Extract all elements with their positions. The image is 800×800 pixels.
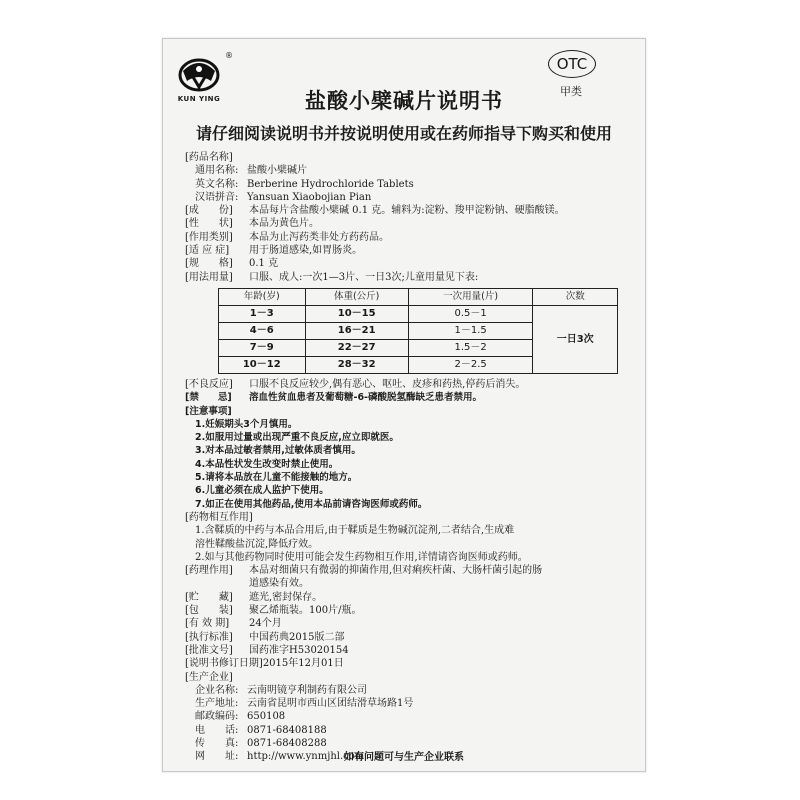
contraindication-text: 溶血性贫血患者及葡萄糖-6-磷酸脱氢酶缺乏患者禁用。 [249, 392, 482, 404]
spec-label: [规 格] [185, 258, 233, 270]
leaflet-sheet [162, 38, 646, 772]
category-text: 本品为止泻药类非处方药药品。 [249, 231, 389, 243]
page-title: 盐酸小檗碱片说明书 [305, 89, 503, 113]
manufacturer-fax: 0871-68408288 [247, 737, 327, 749]
appearance-text: 本品为黄色片。 [249, 218, 319, 230]
standard-row [185, 631, 625, 644]
indication-row [185, 244, 625, 257]
storage-text: 遮光,密封保存。 [249, 591, 323, 603]
common-name-label: 通用名称: [195, 165, 239, 177]
pinyin-row [185, 191, 625, 204]
usage-text: 口服、成人:一次1—3片、一日3次;儿童用量见下表: [249, 271, 479, 283]
interaction-line: 溶性鞣酸盐沉淀,降低疗效。 [195, 538, 319, 550]
english-name-row [185, 178, 625, 191]
category-label: [作用类别] [185, 231, 233, 243]
precaution-item: 3.对本品过敏者禁用,过敏体质者慎用。 [195, 445, 361, 457]
validity-row [185, 617, 625, 630]
category-row [185, 231, 625, 244]
appearance-row [185, 217, 625, 230]
manufacturer-fax-label: 传 真: [195, 737, 239, 749]
precaution-item: 6.儿童必须在成人监护下使用。 [195, 485, 329, 497]
revision-text: 2015年12月01日 [262, 658, 344, 670]
dose-amount-cell: 2－2.5 [408, 356, 533, 373]
manufacturer-phone: 0871-68408188 [247, 724, 327, 736]
registered-mark: ® [225, 51, 233, 60]
manufacturer-name-row [185, 684, 625, 697]
section-heading-manufacturer: [生产企业] [185, 671, 233, 683]
ingredients-label: [成 份] [185, 205, 233, 217]
manufacturer-address-label: 生产地址: [195, 698, 239, 710]
contraindication-label: [禁 忌] [185, 392, 232, 404]
spec-text: 0.1 克 [249, 258, 279, 270]
approval-label: [批准文号] [185, 644, 233, 656]
manufacturer-postcode-label: 邮政编码: [195, 711, 239, 723]
adverse-label: [不良反应] [185, 378, 233, 390]
approval-row [185, 644, 625, 657]
package-text: 聚乙烯瓶装。100片/瓶。 [249, 605, 362, 617]
manufacturer-web-label: 网 址: [195, 751, 239, 763]
manufacturer-postcode: 650108 [247, 711, 286, 723]
dose-weight-cell: 22－27 [305, 339, 408, 356]
adverse-text: 口服不良反应较少,偶有恶心、呕吐、皮疹和药热,停药后消失。 [249, 378, 526, 390]
dose-amount-cell: 1.5－2 [408, 339, 533, 356]
indication-text: 用于肠道感染,如胃肠炎。 [249, 245, 363, 257]
interaction-line: 1.含鞣质的中药与本品合用后,由于鞣质是生物碱沉淀剂,二者结合,生成难 [195, 525, 515, 537]
ingredients-text: 本品每片含盐酸小檗碱 0.1 克。辅料为:淀粉、羧甲淀粉钠、硬脂酸镁。 [249, 205, 565, 217]
section-heading-drug-name: [药品名称] [185, 152, 233, 163]
pharmacology-row [185, 564, 625, 577]
manufacturer-phone-label: 电 话: [195, 724, 239, 736]
dose-table-header-row [219, 288, 618, 305]
ingredients-row [185, 204, 625, 217]
storage-row [185, 591, 625, 604]
english-name-label: 英文名称: [195, 178, 239, 190]
dose-amount-cell: 1－1.5 [408, 322, 533, 339]
common-name-value: 盐酸小檗碱片 [247, 165, 307, 177]
revision-label: [说明书修订日期] [185, 658, 263, 670]
precaution-item: 2.如服用过量或出现严重不良反应,应立即就医。 [195, 432, 399, 444]
footer-note: 如有问题可与生产企业联系 [344, 752, 464, 763]
dose-age-cell: 4－6 [219, 322, 306, 339]
pinyin-label: 汉语拼音: [195, 191, 239, 203]
standard-label: [执行标准] [185, 631, 233, 643]
manufacturer-address-row [185, 697, 625, 710]
otc-class-label: 甲类 [560, 85, 582, 98]
dose-age-cell: 7－9 [219, 339, 306, 356]
usage-label: [用法用量] [185, 271, 233, 283]
manufacturer-name-label: 企业名称: [195, 684, 239, 696]
package-row [185, 604, 625, 617]
section-heading-interactions: [药物相互作用] [185, 511, 253, 523]
revision-row [185, 657, 625, 670]
manufacturer-address: 云南省昆明市西山区团结滑草场路1号 [247, 698, 414, 710]
english-name-value: Berberine Hydrochloride Tablets [247, 178, 414, 190]
pinyin-value: Yansuan Xiaobojian Pian [247, 191, 372, 203]
dose-frequency-cell: 一日3次 [533, 305, 618, 373]
pharmacology-text-cont: 道感染有效。 [249, 578, 309, 590]
validity-text: 24个月 [249, 618, 282, 630]
dose-age-cell: 1－3 [219, 305, 306, 322]
dose-weight-cell: 16－21 [305, 322, 408, 339]
manufacturer-phone-row [185, 724, 625, 737]
dose-table-header: 一次用量(片) [408, 288, 533, 305]
otc-badge: OTC [548, 50, 596, 78]
manufacturer-postcode-row [185, 710, 625, 723]
dose-amount-cell: 0.5－1 [408, 305, 533, 322]
standard-text: 中国药典2015版二部 [249, 631, 345, 643]
leaflet-content [185, 151, 625, 764]
dose-table-header: 体重(公斤) [305, 288, 408, 305]
section-heading-precautions: [注意事项] [185, 405, 232, 417]
dose-weight-cell: 28－32 [305, 356, 408, 373]
manufacturer-name: 云南明镜亨利制药有限公司 [247, 684, 367, 696]
dose-table-row [219, 305, 618, 322]
manufacturer-web: http://www.ynmjhl.com [247, 751, 365, 763]
pharmacology-label: [药理作用] [185, 565, 233, 577]
precaution-item: 7.如正在使用其他药品,使用本品前请咨询医师或药师。 [195, 498, 428, 510]
storage-label: [贮 藏] [185, 591, 233, 603]
precaution-item: 4.本品性状发生改变时禁止使用。 [195, 458, 339, 470]
interaction-line: 2.如与其他药物同时使用可能会发生药物相互作用,详情请咨询医师或药师。 [195, 551, 528, 563]
logo-text: KUN YING [177, 95, 221, 103]
adverse-row [185, 378, 625, 391]
spec-row [185, 257, 625, 270]
approval-text: 国药准字H53020154 [249, 644, 349, 656]
dose-table-header: 年龄(岁) [219, 288, 306, 305]
dose-weight-cell: 10－15 [305, 305, 408, 322]
dose-age-cell: 10－12 [219, 356, 306, 373]
usage-row [185, 271, 625, 284]
indication-label: [适 应 症] [185, 245, 230, 257]
appearance-label: [性 状] [185, 218, 233, 230]
precaution-item: 5.请将本品放在儿童不能接触的地方。 [195, 472, 358, 484]
validity-label: [有 效 期] [185, 618, 230, 630]
pediatric-dose-table [218, 288, 618, 374]
contraindication-row [185, 391, 625, 404]
page-subtitle: 请仔细阅读说明书并按说明使用或在药师指导下购买和使用 [195, 124, 612, 143]
pharmacology-text: 本品对细菌只有微弱的抑菌作用,但对痢疾杆菌、大肠杆菌引起的肠 [249, 565, 543, 577]
package-label: [包 装] [185, 605, 233, 617]
common-name-row [185, 164, 625, 177]
dose-table-header: 次数 [533, 288, 618, 305]
precaution-item: 1.妊娠期头3个月慎用。 [195, 418, 298, 430]
